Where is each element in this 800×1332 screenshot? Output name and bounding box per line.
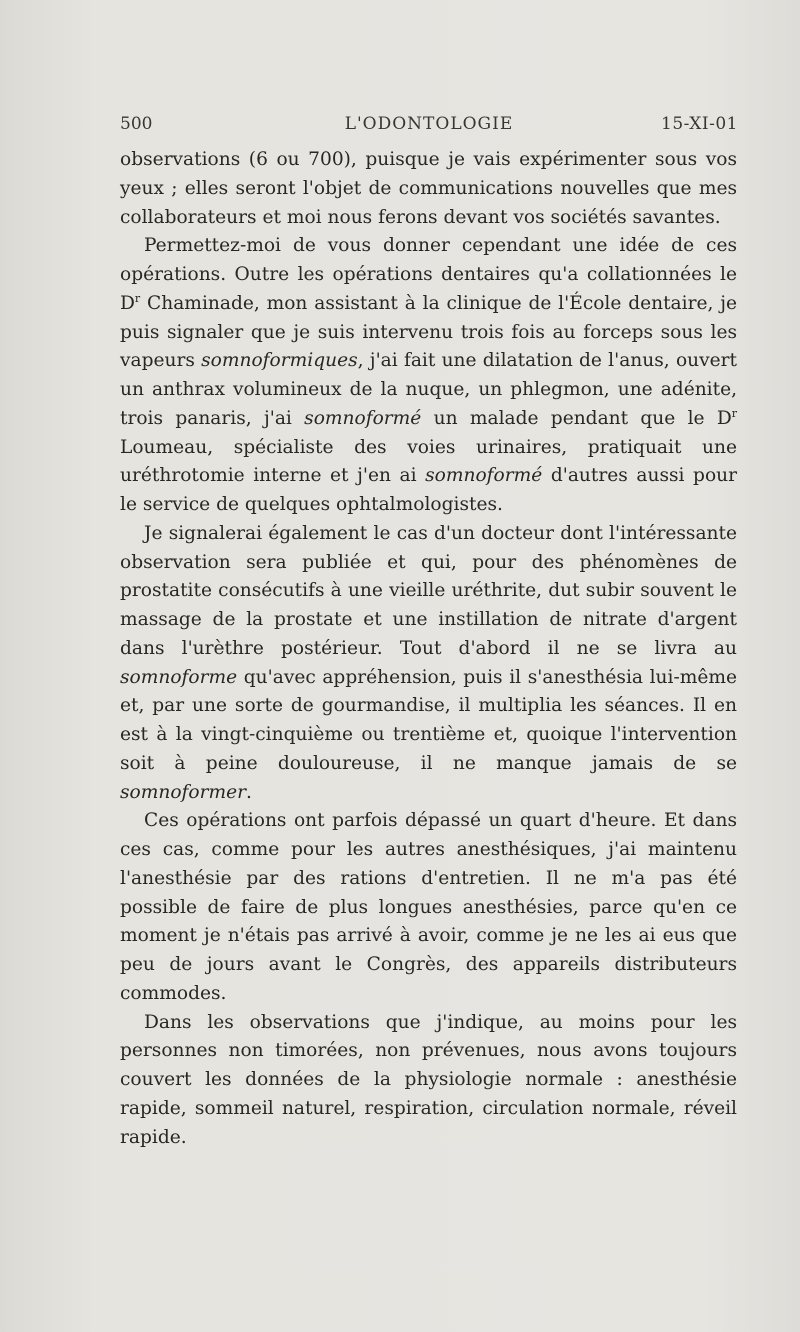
paragraph-1 [120, 146, 737, 232]
italic-term: somnoforme [120, 666, 238, 688]
italic-term: somnoformé [304, 407, 422, 429]
text-segment: Ces opérations ont parfois dépassé un quart d'heure. Et dans ces cas, comme pour les autres anesthésiques, j'ai maintenu l'anesthésie par des rations d'entretien. Il ne m'a pas été possible de faire de plus longues anesthésies, parce qu'en ce moment je n'étais pas arrivé à avoir, comme je ne les ai eus que peu de jours avant le Congrès, des appareils distributeurs commodes. [120, 810, 737, 1004]
text-segment: qu'avec appréhension, puis il s'anesthésia lui-même et, par une sorte de gourmandise, il multiplia les séances. Il en est à la vingt-cinquième ou trentième et, quoique l'intervention soit à peine douloureuse, il ne manque jamais de se [120, 666, 737, 774]
italic-term: somnoformiques [201, 350, 358, 372]
paragraph-3 [120, 520, 737, 808]
text-segment: Chaminade, mon assistant à la clinique de l'École dentaire, je puis signaler que je suis intervenu trois fois au forceps sous les vapeurs [120, 292, 737, 372]
text-segment: Permettez-moi de vous donner cependant une idée de ces opérations. Outre les opérations dentaires qu'a collationnées le D [120, 235, 737, 314]
text-segment: d'autres aussi pour le service de quelques ophtalmologistes. [120, 465, 738, 515]
page-number: 500 [120, 114, 153, 134]
paragraph-5 [120, 1009, 737, 1153]
italic-term: somnoformer [120, 781, 247, 803]
superscript: r [731, 406, 737, 420]
text-segment: Je signalerai également le cas d'un docteur dont l'intéressante observation sera publiée et qui, pour des phénomènes de prostatite consécutifs à une vieille uréthrite, dut subir souvent le massage de la prostate et une instillation de nitrate d'argent dans l'urèthre postérieur. Tout d'abord il ne se livra au [120, 522, 737, 659]
paragraph-2 [120, 232, 737, 520]
text-segment: observations (6 ou 700), puisque je vais expérimenter sous vos yeux ; elles seront l'objet de communications nouvelles que mes collaborateurs et moi nous ferons devant vos sociétés savantes. [120, 149, 737, 228]
superscript: r [134, 291, 141, 305]
text-segment: Loumeau, spécialiste des voies urinaires, pratiquait une uréthrotomie interne et j'en ai [120, 436, 737, 487]
text-segment: un malade pendant que le D [421, 407, 732, 429]
issue-date: 15-XI-01 [661, 114, 738, 134]
text-segment: Dans les observations que j'indique, au moins pour les personnes non timorées, non prévenues, nous avons toujours couvert les données de la physiologie normale : anesthésie rapide, sommeil naturel, respiration, circulation normale, réveil rapide. [120, 1011, 737, 1148]
italic-term: somnoformé [425, 465, 543, 487]
body-text [120, 146, 737, 1152]
journal-title: L'ODONTOLOGIE [344, 114, 514, 134]
running-header [120, 114, 738, 138]
text-segment: . [246, 781, 252, 803]
paragraph-4 [120, 807, 737, 1008]
text-segment: , j'ai fait une dilatation de l'anus, ouvert un anthrax volumineux de la nuque, un phlegmon, une adénite, trois panaris, j'ai [120, 350, 737, 429]
